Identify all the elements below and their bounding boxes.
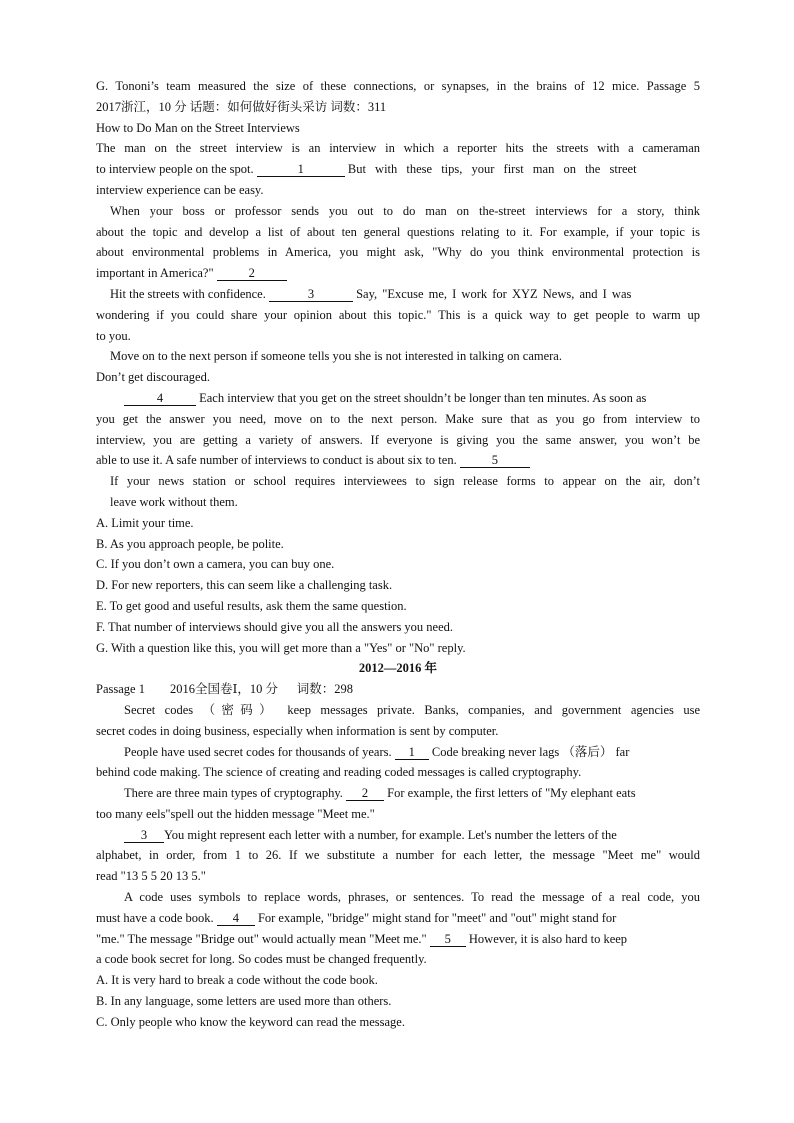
text-span: There are three main types of cryptography. — [124, 786, 343, 801]
text-line: Move on to the next person if someone tells you she is not interested in talking on camera. — [110, 349, 562, 364]
option-a: A. Limit your time. — [96, 515, 194, 530]
text-line — [96, 263, 700, 284]
passage-header: 2017浙江，10 分 话题：如何做好街头采访 词数：311 — [96, 99, 387, 114]
text-line: about environmental problems in America, you might ask, "Why do you think environmental protection is — [96, 245, 700, 260]
text-span: able to use it. A safe number of interviews to conduct is about six to ten. — [96, 453, 457, 468]
text-line: When your boss or professor sends you out to do man on the-street interviews for a story, think — [110, 203, 700, 218]
passage-title: How to Do Man on the Street Interviews — [96, 120, 300, 135]
blank-3: 3 — [124, 828, 164, 843]
option-f: F. That number of interviews should give you all the answers you need. — [96, 619, 454, 634]
text-line: secret codes in doing business, especially when information is sent by computer. — [96, 723, 499, 738]
option-g: G. With a question like this, you will get more than a "Yes" or "No" reply. — [96, 640, 466, 655]
text-line: behind code making. The science of creating and reading coded messages is called cryptography. — [96, 765, 582, 780]
section-heading: 2012—2016 年 — [358, 661, 438, 676]
text-span: to interview people on the spot. — [96, 162, 254, 177]
text-line — [96, 908, 700, 929]
text-line: about the topic and develop a list of about ten general questions relating to it. For example, if your topic is — [96, 224, 700, 239]
text-line: read "13 5 5 20 13 5." — [96, 869, 206, 884]
text-line — [96, 825, 700, 846]
text-line — [96, 742, 700, 763]
text-line: A code uses symbols to replace words, phrases, or sentences. To read the message of a real code, you — [124, 890, 700, 905]
text-span: Say, "Excuse me, I work for XYZ News, and I was — [356, 286, 632, 301]
text-span: Hit the streets with confidence. — [110, 286, 266, 301]
text-line — [96, 159, 700, 180]
blank-1: 1 — [395, 745, 429, 760]
blank-2: 2 — [217, 266, 287, 281]
blank-5: 5 — [460, 453, 530, 468]
text-span: Each interview that you get on the street shouldn’t be longer than ten minutes. As soon as — [199, 390, 647, 405]
blank-3: 3 — [269, 287, 353, 302]
text-line — [96, 388, 700, 409]
blank-2: 2 — [346, 786, 384, 801]
text-line — [96, 929, 700, 950]
text-line: interview, you are getting a variety of answers. If everyone is giving you the same answer, you won’t be — [96, 432, 700, 447]
blank-4: 4 — [124, 391, 196, 406]
text-line: to you. — [96, 328, 131, 343]
text-span: "me." The message "Bridge out" would actually mean "Meet me." — [96, 931, 427, 946]
text-span: Code breaking never lags （落后） far — [431, 744, 630, 759]
text-line: a code book secret for long. So codes must be changed frequently. — [96, 952, 427, 967]
blank-1: 1 — [257, 162, 345, 177]
text-line: wondering if you could share your opinion about this topic." This is a quick way to get people to warm up — [96, 307, 700, 322]
text-line: leave work without them. — [110, 494, 238, 509]
text-line — [96, 450, 700, 471]
text-span: For example, the first letters of "My elephant eats — [387, 786, 636, 801]
blank-4: 4 — [217, 911, 255, 926]
text-line: Secret codes （密码） keep messages private. Banks, companies, and government agencies use — [124, 702, 700, 717]
text-span: must have a code book. — [96, 910, 214, 925]
text-span: But with these tips, your first man on the street — [347, 162, 637, 177]
option-d: D. For new reporters, this can seem like a challenging task. — [96, 578, 393, 593]
option-b: B. In any language, some letters are used more than others. — [96, 994, 392, 1009]
text-line: The man on the street interview is an interview in which a reporter hits the streets with a cameraman — [96, 141, 700, 156]
text-span: You might represent each letter with a number, for example. Let's number the letters of the — [164, 827, 617, 842]
text-line: Don’t get discouraged. — [96, 370, 210, 385]
option-c: C. Only people who know the keyword can read the message. — [96, 1014, 405, 1029]
text-span: important in America?" — [96, 266, 214, 281]
text-span: People have used secret codes for thousands of years. — [124, 744, 392, 759]
document-page — [96, 76, 700, 1033]
text-line: interview experience can be easy. — [96, 182, 264, 197]
passage-header: Passage 1 2016全国卷Ⅰ，10 分 词数：298 — [96, 682, 354, 697]
text-line: If your news station or school requires interviewees to sign release forms to appear on the air, don’t — [110, 474, 700, 489]
option-a: A. It is very hard to break a code without the code book. — [96, 973, 378, 988]
text-span: However, it is also hard to keep — [468, 931, 628, 946]
text-line: too many eels"spell out the hidden message "Meet me." — [96, 806, 375, 821]
text-line — [96, 284, 700, 305]
option-b: B. As you approach people, be polite. — [96, 536, 284, 551]
option-c: C. If you don’t own a camera, you can buy one. — [96, 557, 335, 572]
text-line: G. Tononi’s team measured the size of these connections, or synapses, in the brains of 12 mice. Passage 5 — [96, 79, 700, 93]
option-e: E. To get good and useful results, ask them the same question. — [96, 598, 407, 613]
text-line — [96, 783, 700, 804]
text-span: For example, "bridge" might stand for "meet" and "out" might stand for — [257, 910, 617, 925]
text-line: you get the answer you need, move on to the next person. Make sure that as you go from interview to — [96, 411, 700, 426]
text-line: alphabet, in order, from 1 to 26. If we substitute a number for each letter, the message "Meet me" would — [96, 848, 700, 863]
blank-5: 5 — [430, 932, 466, 947]
